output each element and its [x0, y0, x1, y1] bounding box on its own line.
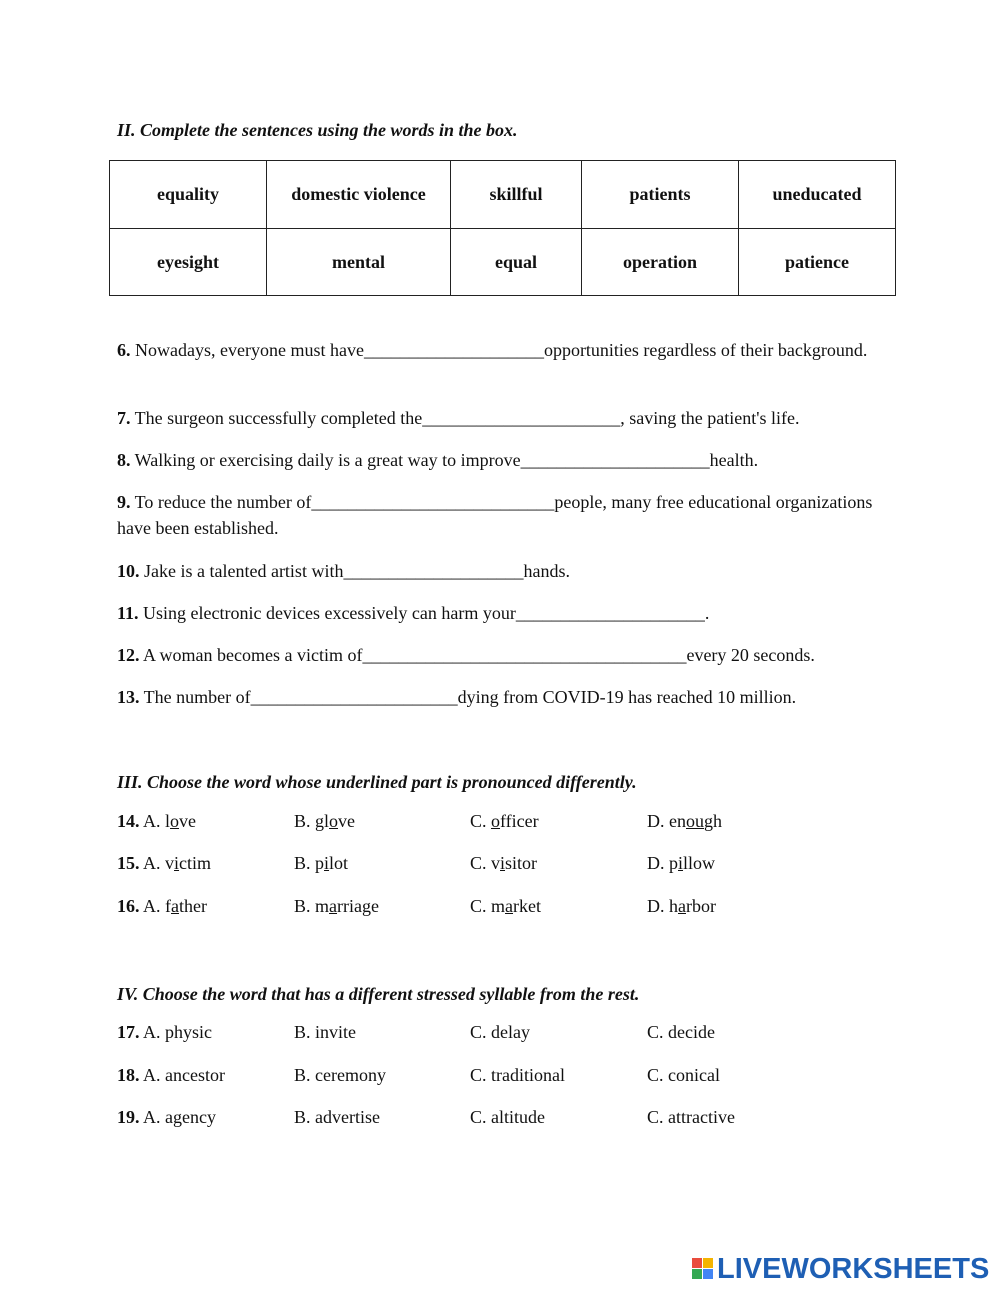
word-box-cell: skillful	[451, 161, 582, 229]
question-text: Walking or exercising daily is a great way to improve	[130, 450, 521, 470]
question-number: 12.	[117, 645, 140, 665]
option-c[interactable]: C. market	[470, 896, 541, 916]
option-b[interactable]: B. glove	[294, 811, 356, 831]
question-number: 15.	[117, 853, 140, 873]
option-c[interactable]: C. traditional	[470, 1065, 565, 1085]
option-a[interactable]: A. physic	[139, 1022, 213, 1042]
brand-name: LIVEWORKSHEETS	[717, 1253, 990, 1285]
section-4-heading: IV. Choose the word that has a different stressed syllable from the rest.	[117, 984, 640, 1004]
question-number: 10.	[117, 561, 140, 581]
option-a[interactable]: A. father	[139, 896, 207, 916]
question-number: 14.	[117, 811, 140, 831]
section-3-heading: III. Choose the word whose underlined part is pronounced differently.	[117, 772, 637, 792]
question-text: , saving the patient's life.	[620, 408, 800, 428]
liveworksheets-logo	[692, 1255, 992, 1285]
option-d[interactable]: D. harbor	[647, 896, 716, 916]
word-box-cell: patients	[582, 161, 739, 229]
option-a[interactable]: A. love	[139, 811, 197, 831]
question-number: 13.	[117, 687, 140, 707]
question-16	[117, 896, 817, 922]
question-number: 17.	[117, 1022, 140, 1042]
question-text: .	[704, 603, 710, 623]
answer-blank[interactable]: _____________________	[515, 603, 705, 623]
word-box	[109, 160, 896, 296]
answer-blank[interactable]: ______________________	[422, 408, 621, 428]
question-number: 11.	[117, 603, 139, 623]
option-b[interactable]: B. pilot	[294, 853, 349, 873]
question-number: 8.	[117, 450, 131, 470]
question-number: 6.	[117, 340, 131, 360]
option-c[interactable]: C. delay	[470, 1022, 530, 1042]
question-text: Using electronic devices excessively can harm your	[138, 603, 516, 623]
question-7	[117, 405, 877, 431]
question-18	[117, 1065, 817, 1091]
answer-blank[interactable]: ____________________	[363, 340, 544, 360]
section-2-heading: II. Complete the sentences using the words in the box.	[117, 120, 518, 140]
option-b[interactable]: B. advertise	[294, 1107, 380, 1127]
option-d[interactable]: C. attractive	[647, 1107, 735, 1127]
question-text: The surgeon successfully completed the	[130, 408, 423, 428]
question-text: Nowadays, everyone must have	[130, 340, 364, 360]
option-d[interactable]: D. pillow	[647, 853, 716, 873]
question-text: A woman becomes a victim of	[139, 645, 363, 665]
question-text: opportunities regardless of their background.	[543, 340, 868, 360]
question-text: dying from COVID-19 has reached 10 million.	[457, 687, 797, 707]
question-text: health.	[709, 450, 759, 470]
option-b[interactable]: B. invite	[294, 1022, 356, 1042]
option-d[interactable]: C. conical	[647, 1065, 720, 1085]
word-box-cell: equal	[451, 229, 582, 296]
option-c[interactable]: C. visitor	[470, 853, 538, 873]
option-a[interactable]: A. agency	[139, 1107, 216, 1127]
option-c[interactable]: C. altitude	[470, 1107, 545, 1127]
question-text: The number of	[139, 687, 251, 707]
question-text: Jake is a talented artist with	[139, 561, 344, 581]
question-12	[117, 642, 907, 668]
question-number: 18.	[117, 1065, 140, 1085]
word-box-cell: operation	[582, 229, 739, 296]
question-number: 16.	[117, 896, 140, 916]
question-text: every 20 seconds.	[686, 645, 815, 665]
question-9	[117, 489, 877, 541]
question-14	[117, 811, 817, 837]
question-number: 19.	[117, 1107, 140, 1127]
option-c[interactable]: C. officer	[470, 811, 539, 831]
question-text: To reduce the number of	[130, 492, 312, 512]
question-19	[117, 1107, 817, 1133]
option-d[interactable]: D. enough	[647, 811, 722, 831]
word-box-cell: eyesight	[110, 229, 267, 296]
option-b[interactable]: B. marriage	[294, 896, 379, 916]
option-b[interactable]: B. ceremony	[294, 1065, 386, 1085]
question-13	[117, 684, 907, 710]
question-10	[117, 558, 877, 584]
question-number: 7.	[117, 408, 131, 428]
option-a[interactable]: A. victim	[139, 853, 212, 873]
question-number: 9.	[117, 492, 131, 512]
question-8	[117, 447, 877, 473]
question-6	[117, 337, 877, 363]
word-box-cell: equality	[110, 161, 267, 229]
question-11	[117, 600, 877, 626]
question-text: people, many free educational organizations have been established.	[117, 492, 873, 538]
question-17	[117, 1022, 817, 1048]
question-text: hands.	[523, 561, 570, 581]
word-box-cell: patience	[739, 229, 896, 296]
word-box-cell: domestic violence	[267, 161, 451, 229]
answer-blank[interactable]: ____________________________________	[362, 645, 687, 665]
liveworksheets-logo-icon	[692, 1258, 714, 1280]
answer-blank[interactable]: _______________________	[250, 687, 458, 707]
word-box-cell: uneducated	[739, 161, 896, 229]
word-box-cell: mental	[267, 229, 451, 296]
option-a[interactable]: A. ancestor	[139, 1065, 225, 1085]
answer-blank[interactable]: ____________________	[343, 561, 524, 581]
answer-blank[interactable]: ___________________________	[311, 492, 555, 512]
answer-blank[interactable]: _____________________	[520, 450, 710, 470]
option-d[interactable]: C. decide	[647, 1022, 715, 1042]
question-15	[117, 853, 817, 879]
